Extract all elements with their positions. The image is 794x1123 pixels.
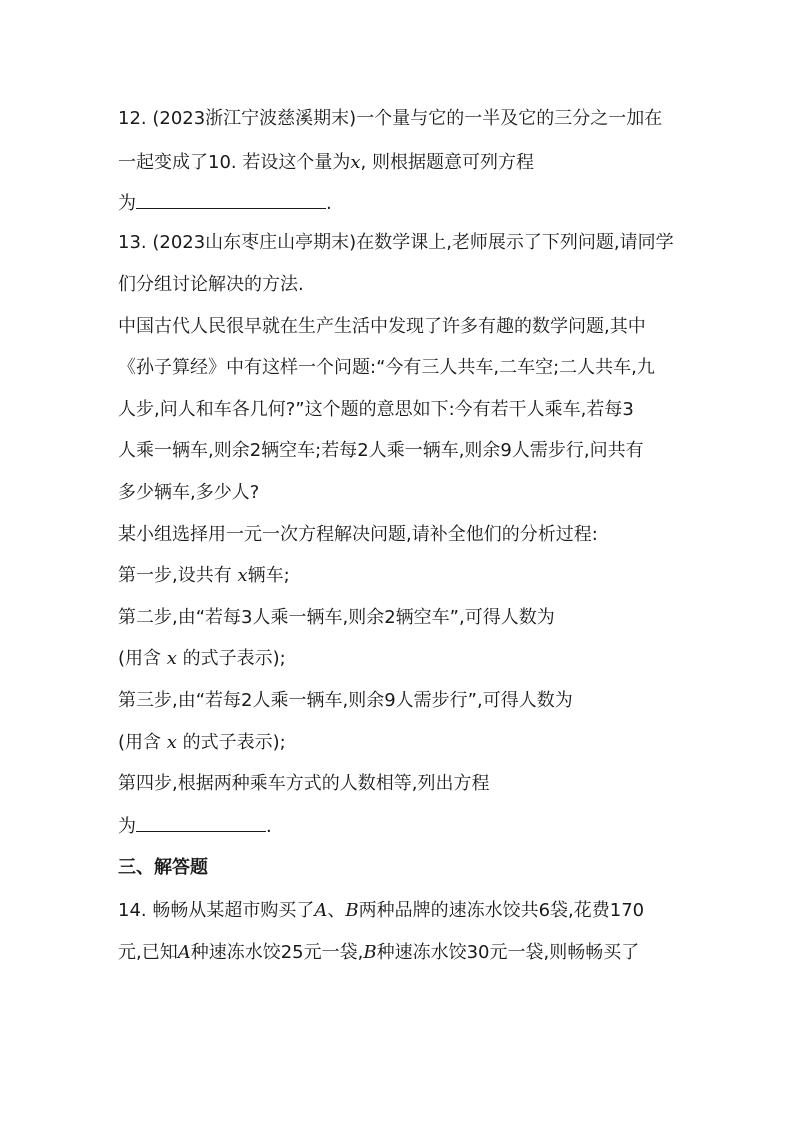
q12-answer-suffix: . <box>326 193 332 214</box>
q13-paragraph-line-6 <box>118 522 678 548</box>
q13-text-1: 13. (2023山东枣庄山亭期末)在数学课上,老师展示了下列问题,请同学 <box>118 232 674 253</box>
q13-paragraph-line-4 <box>118 438 678 464</box>
q12-text-2-before: 一起变成了10. 若设这个量为 <box>118 152 351 173</box>
q14-text-1a: 14. 畅畅从某超市购买了 <box>118 900 315 921</box>
q12-variable: x <box>350 152 361 173</box>
q14-variable-a-2: A <box>177 942 191 963</box>
q13-step-4-answer <box>118 813 678 840</box>
q12-answer-prefix: 为 <box>118 193 136 214</box>
q13-step-2-note-after: 的式子表示); <box>182 648 286 669</box>
q13-step-2-note <box>118 646 678 672</box>
q13-step-3-text: 第三步,由“若每2人乘一辆车,则余9人需步行”,可得人数为 <box>118 690 573 711</box>
q14-text-2c: 种速冻水饺30元一袋,则畅畅买了 <box>376 942 640 963</box>
q13-text-2: 们分组讨论解决的方法. <box>118 274 304 295</box>
q13-step-2-text: 第二步,由“若每3人乘一辆车,则余2辆空车”,可得人数为 <box>118 607 555 628</box>
q13-step-4 <box>118 771 678 797</box>
q13-step-1-after: 辆车; <box>247 565 290 586</box>
q14-variable-a: A <box>314 900 328 921</box>
q13-step-4-suffix: . <box>266 816 272 837</box>
q13-step-2 <box>118 605 678 631</box>
q14-text-1b: 两种品牌的速冻水饺共6袋,花费170 <box>358 900 645 921</box>
q13-step-2-note-before: (用含 <box>118 648 162 669</box>
q13-step-3-note-variable: x <box>166 732 177 753</box>
q13-paragraph-text-4: 人乘一辆车,则余2辆空车;若每2人乘一辆车,则余9人需步行,问共有 <box>118 440 644 461</box>
q13-step-3-note <box>118 730 678 756</box>
section-heading-text: 三、解答题 <box>118 857 208 878</box>
q13-paragraph-line-5 <box>118 480 678 506</box>
q13-step-1 <box>118 563 678 589</box>
q14-text-2a: 元,已知 <box>118 942 178 963</box>
q12-answer-blank[interactable] <box>136 190 326 209</box>
q13-line-2 <box>118 272 678 298</box>
q13-paragraph-text-6: 某小组选择用一元一次方程解决问题,请补全他们的分析过程: <box>118 524 598 545</box>
q13-step-4-prefix: 为 <box>118 816 136 837</box>
q13-step-4-text: 第四步,根据两种乘车方式的人数相等,列出方程 <box>118 773 490 794</box>
q13-paragraph-text-5: 多少辆车,多少人? <box>118 482 260 503</box>
q13-paragraph-line-2 <box>118 355 678 381</box>
q13-step-1-before: 第一步,设共有 <box>118 565 232 586</box>
q13-step-3-note-before: (用含 <box>118 732 162 753</box>
q12-text-2-after: , 则根据题意可列方程 <box>360 152 534 173</box>
q13-step-2-note-variable: x <box>166 648 177 669</box>
q13-step-3-note-after: 的式子表示); <box>182 732 286 753</box>
q14-line-2 <box>118 940 678 966</box>
q14-variable-b: B <box>345 900 359 921</box>
q13-paragraph-line-1 <box>118 314 678 340</box>
q14-line-1 <box>118 898 678 924</box>
q12-line-1 <box>118 106 678 132</box>
q13-paragraph-line-3 <box>118 397 678 423</box>
q13-step-3 <box>118 688 678 714</box>
q13-paragraph-text-3: 人步,问人和车各几何?”这个题的意思如下:今有若干人乘车,若每3 <box>118 399 634 420</box>
q14-text-2b: 种速冻水饺25元一袋, <box>190 942 364 963</box>
q13-line-1 <box>118 230 678 256</box>
q14-separator: 、 <box>327 900 346 921</box>
q12-line-2 <box>118 150 678 176</box>
q14-variable-b-2: B <box>363 942 377 963</box>
q12-line-3 <box>118 190 678 217</box>
section-heading <box>118 855 678 881</box>
q12-text-1: 12. (2023浙江宁波慈溪期末)一个量与它的一半及它的三分之一加在 <box>118 108 663 129</box>
q13-step-1-variable: x <box>237 565 248 586</box>
q13-answer-blank[interactable] <box>136 813 266 832</box>
q13-paragraph-text-2: 《孙子算经》中有这样一个问题:“今有三人共车,二车空;二人共车,九 <box>118 357 655 378</box>
q13-paragraph-text-1: 中国古代人民很早就在生产生活中发现了许多有趣的数学问题,其中 <box>118 316 646 337</box>
